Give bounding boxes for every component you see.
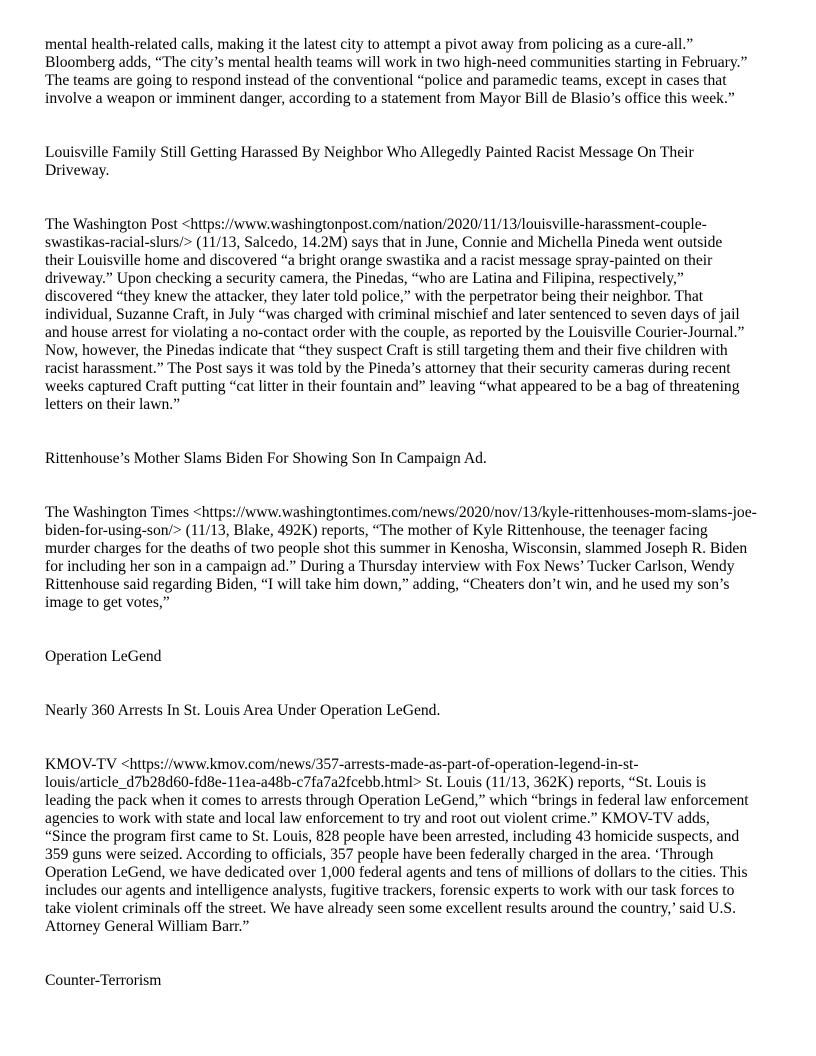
text-line: “Since the program first came to St. Louis, 828 people have been arrested, including 43 homicide suspects, and: [45, 828, 740, 845]
text-line: KMOV-TV <https://www.kmov.com/news/357-arrests-made-as-part-of-operation-legend-in-st-: [45, 756, 639, 773]
text-line: letters on their lawn.”: [45, 396, 181, 413]
headline-rittenhouse-mother: [45, 450, 487, 468]
text-line: involve a weapon or imminent danger, according to a statement from Mayor Bill de Blasio’s office this week.”: [45, 90, 735, 107]
text-line: Bloomberg adds, “The city’s mental health teams will work in two high-need communities starting in February.”: [45, 54, 748, 71]
text-line: take violent criminals off the street. We have already seen some excellent results around the country,’ said U.S.: [45, 900, 736, 917]
text-line: mental health-related calls, making it the latest city to attempt a pivot away from policing as a cure-all.”: [45, 36, 694, 53]
headline-louisville-family: [45, 144, 694, 180]
text-line: Counter-Terrorism: [45, 972, 162, 989]
text-line: agencies to work with state and local law enforcement to try and root out violent crime.” KMOV-TV adds,: [45, 810, 710, 827]
text-line: discovered “they knew the attacker, they later told police,” with the perpetrator being their neighbor. That: [45, 288, 704, 305]
text-line: Now, however, the Pinedas indicate that “they suspect Craft is still targeting them and their five children with: [45, 342, 728, 359]
section-heading-operation-legend: [45, 648, 161, 666]
text-line: The Washington Post <https://www.washingtonpost.com/nation/2020/11/13/louisville-harassment-couple-: [45, 216, 707, 233]
text-line: louis/article_d7b28d60-fd8e-11ea-a48b-c7fa7a2fcebb.html> St. Louis (11/13, 362K) reports, “St. Louis is: [45, 774, 707, 791]
text-line: Louisville Family Still Getting Harassed By Neighbor Who Allegedly Painted Racist Message On Their: [45, 144, 694, 161]
paragraph-nyc-mental-health-teams: [45, 36, 747, 108]
text-line: image to get votes,”: [45, 594, 170, 611]
text-line: The Washington Times <https://www.washingtontimes.com/news/2020/nov/13/kyle-rittenhouses-mom-slams-joe-: [45, 504, 757, 521]
paragraph-washington-times: [45, 504, 757, 612]
text-line: Rittenhouse’s Mother Slams Biden For Showing Son In Campaign Ad.: [45, 450, 487, 467]
section-heading-counter-terrorism: [45, 972, 161, 990]
text-line: The teams are going to respond instead of the conventional “police and paramedic teams, except in cases that: [45, 72, 727, 89]
text-line: their Louisville home and discovered “a bright orange swastika and a racist message spray-painted on their: [45, 252, 713, 269]
text-line: racist harassment.” The Post says it was told by the Pineda’s attorney that their security cameras during recent: [45, 360, 731, 377]
text-line: swastikas-racial-slurs/> (11/13, Salcedo, 14.2M) says that in June, Connie and Michella Pineda went outside: [45, 234, 723, 251]
headline-st-louis-arrests: [45, 702, 440, 720]
text-line: Driveway.: [45, 162, 110, 179]
text-line: leading the pack when it comes to arrests through Operation LeGend,” which “brings in federal law enforcement: [45, 792, 749, 809]
text-line: biden-for-using-son/> (11/13, Blake, 492K) reports, “The mother of Kyle Rittenhouse, the teenager facing: [45, 522, 708, 539]
paragraph-washington-post: [45, 216, 744, 414]
text-line: murder charges for the deaths of two people shot this summer in Kenosha, Wisconsin, slammed Joseph R. Biden: [45, 540, 748, 557]
paragraph-kmov-tv: [45, 756, 749, 936]
text-line: Nearly 360 Arrests In St. Louis Area Under Operation LeGend.: [45, 702, 441, 719]
text-line: individual, Suzanne Craft, in July “was charged with criminal mischief and later sentenced to seven days of jail: [45, 306, 740, 323]
text-line: for including her son in a campaign ad.” During a Thursday interview with Fox News’ Tucker Carlson, Wendy: [45, 558, 735, 575]
text-line: and house arrest for violating a no-contact order with the couple, as reported by the Louisville Courier-Journal.”: [45, 324, 745, 341]
text-line: Rittenhouse said regarding Biden, “I will take him down,” adding, “Cheaters don’t win, and he used my son’s: [45, 576, 730, 593]
text-line: 359 guns were seized. According to officials, 357 people have been federally charged in the area. ‘Through: [45, 846, 714, 863]
text-line: driveway.” Upon checking a security camera, the Pinedas, “who are Latina and Filipina, respectively,”: [45, 270, 684, 287]
text-line: Operation LeGend: [45, 648, 162, 665]
text-line: Operation LeGend, we have dedicated over 1,000 federal agents and tens of millions of dollars to the cities. This: [45, 864, 748, 881]
text-line: weeks captured Craft putting “cat litter in their fountain and” leaving “what appeared to be a bag of threatening: [45, 378, 740, 395]
text-line: Attorney General William Barr.”: [45, 918, 250, 935]
text-line: includes our agents and intelligence analysts, fugitive trackers, forensic experts to work with our task forces to: [45, 882, 735, 899]
